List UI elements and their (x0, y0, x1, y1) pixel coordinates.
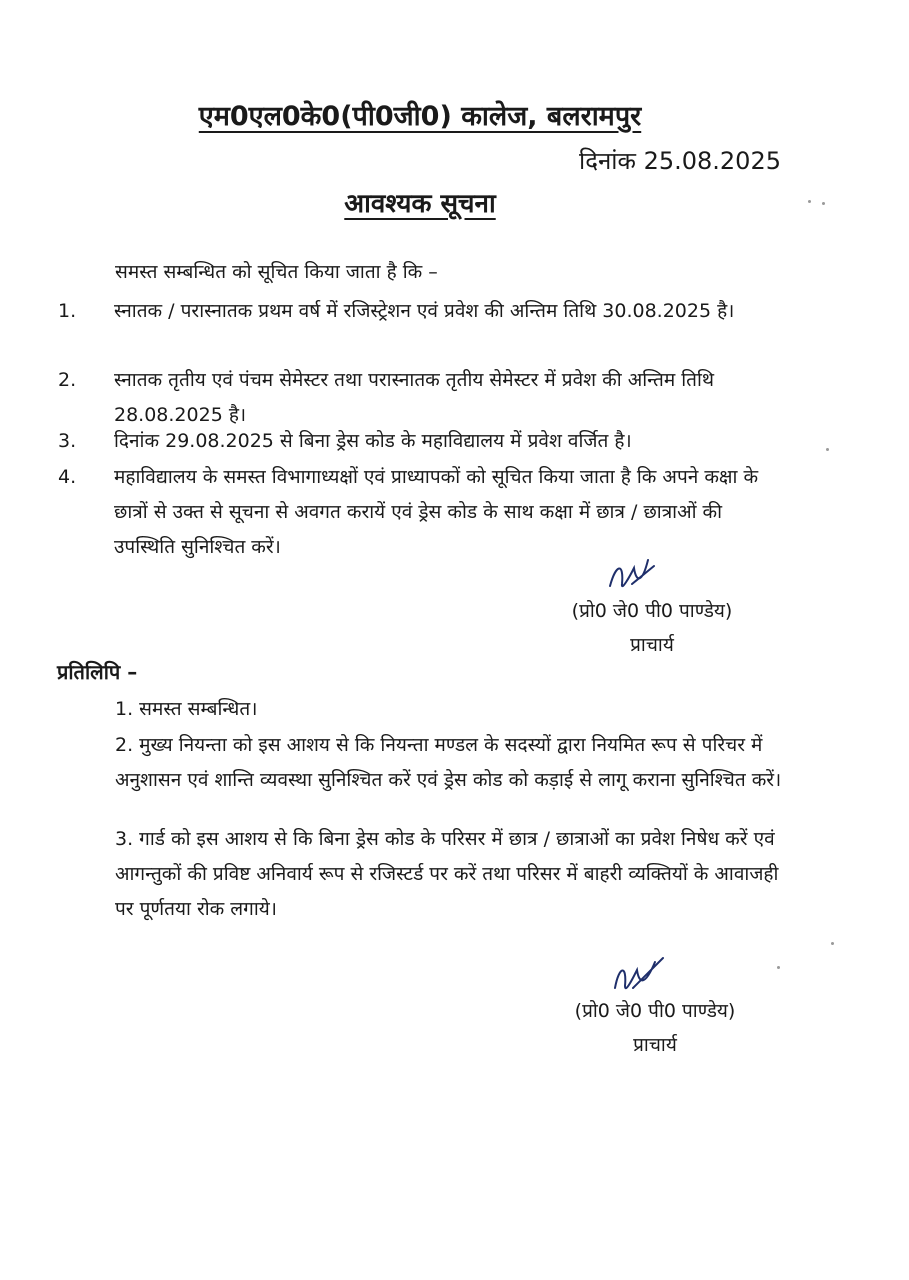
handwritten-signature (605, 954, 665, 1004)
scan-speck (822, 202, 825, 205)
scan-speck (777, 966, 780, 969)
point-text: दिनांक 29.08.2025 से बिना ड्रेस कोड के महाविद्यालय में प्रवेश वर्जित है। (114, 430, 632, 452)
intro-line: समस्त सम्बन्धित को सूचित किया जाता है कि – (115, 261, 438, 283)
copy-item-text: 2. मुख्य नियन्ता को इस आशय से कि नियन्ता मण्डल के सदस्यों द्वारा नियमित रूप से परिचर में अनुशासन एवं शान्ति व्यवस्था सुनिश्चित करें एवं ड्रेस कोड को कड़ाई से लागू कराना सुनिश्चित करें। (115, 734, 782, 791)
copy-item-text: 1. समस्त सम्बन्धित। (115, 698, 258, 720)
point-number: 1. (58, 300, 77, 322)
scan-speck (808, 200, 811, 203)
point-text: महाविद्यालय के समस्त विभागाध्यक्षों एवं प्राध्यापकों को सूचित किया जाता है कि अपने कक्षा के छात्रों से उक्त से सूचना से अवगत करायें एवं ड्रेस कोड के साथ कक्षा में छात्र / छात्राओं की उपस्थिति सुनिश्चित करें। (114, 466, 759, 558)
signatory-name: (प्रो0 जे0 पी0 पाण्डेय) (574, 1000, 736, 1022)
point-text: स्नातक तृतीय एवं पंचम सेमेस्टर तथा परास्नातक तृतीय सेमेस्टर में प्रवेश की अन्तिम तिथि 28.08.2025 है। (114, 369, 715, 426)
scan-speck (831, 942, 834, 945)
copy-title: प्रतिलिपि – (57, 660, 138, 684)
point-number: 4. (58, 466, 77, 488)
scan-speck (826, 448, 829, 451)
college-title: एम0एल0के0(पी0जी0) कालेज, बलरामपुर (198, 101, 642, 132)
copy-item-text: 3. गार्ड को इस आशय से कि बिना ड्रेस कोड के परिसर में छात्र / छात्राओं का प्रवेश निषेध करें एवं आगन्तुकों की प्रविष्ट अनिवार्य रूप से रजिस्टर्ड पर करें तथा परिसर में बाहरी व्यक्तियों के आवाजही पर पूर्णतया रोक लगाये। (115, 828, 779, 920)
notice-date: दिनांक 25.08.2025 (579, 147, 781, 175)
signatory-name: (प्रो0 जे0 पी0 पाण्डेय) (571, 600, 733, 622)
point-text: स्नातक / परास्नातक प्रथम वर्ष में रजिस्ट्रेशन एवं प्रवेश की अन्तिम तिथि 30.08.2025 है। (114, 300, 735, 322)
point-number: 3. (58, 430, 77, 452)
signature-block (535, 994, 775, 1062)
signature-block (532, 594, 772, 662)
notice-heading: आवश्यक सूचना (344, 189, 496, 219)
signatory-designation: प्राचार्य (630, 634, 674, 656)
point-number: 2. (58, 369, 77, 391)
handwritten-signature (602, 554, 662, 604)
signatory-designation: प्राचार्य (633, 1034, 677, 1056)
